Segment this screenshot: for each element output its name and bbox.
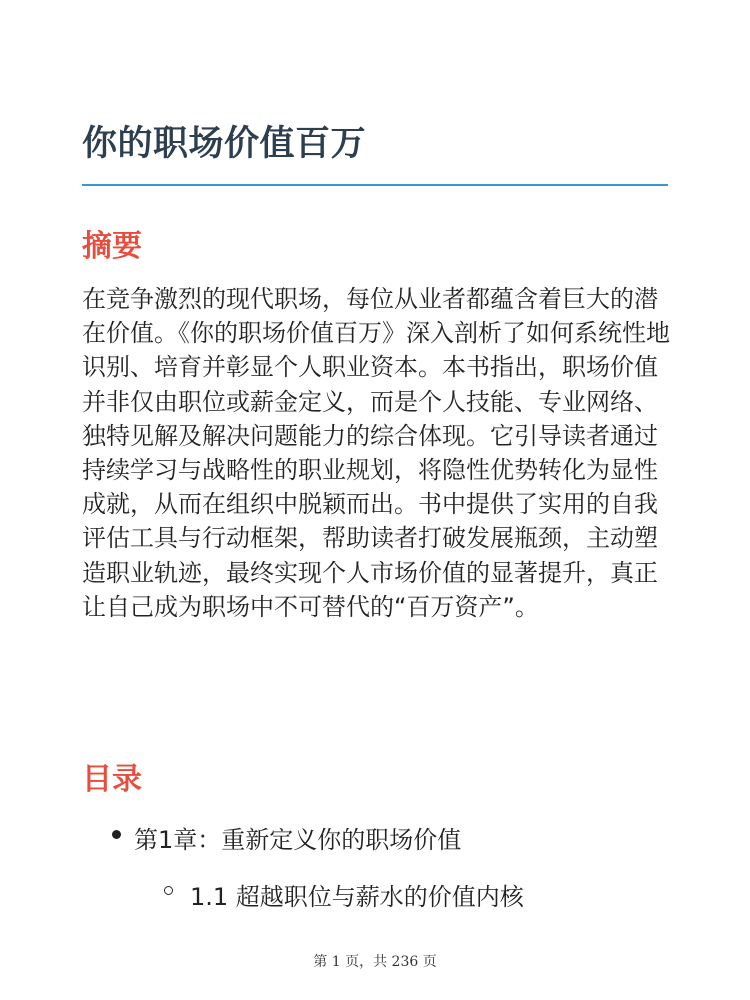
page-number-footer: 第 1 页，共 236 页 [313, 954, 437, 970]
toc-item-section-1-1[interactable]: 1.1 超越职位与薪水的价值内核 [190, 883, 524, 911]
bullet-circle-icon [164, 886, 173, 895]
page-title: 你的职场价值百万 [82, 124, 367, 164]
bullet-dot-icon [112, 830, 121, 839]
toc-item-chapter-1[interactable]: 第1章：重新定义你的职场价值 [134, 826, 462, 854]
title-divider [82, 184, 668, 186]
summary-paragraph: 在竞争激烈的现代职场，每位从业者都蕴含着巨大的潜在价值。《你的职场价值百万》深入剖析了如何系统性地识别、培育并彰显个人职业资本。本书指出，职场价值并非仅由职位或薪金定义，而是个人技能、专业网络、独特见解及解决问题能力的综合体现。它引导读者通过持续学习与战略性的职业规划，将隐性优势转化为显性成就，从而在组织中脱颖而出。书中提供了实用的自我评估工具与行动框架，帮助读者打破发展瓶颈，主动塑造职业轨迹，最终实现个人市场价值的显著提升，真正让自己成为职场中不可替代的“百万资产”。 [82, 285, 670, 621]
toc-heading: 目录 [82, 762, 142, 797]
summary-heading: 摘要 [82, 229, 142, 264]
